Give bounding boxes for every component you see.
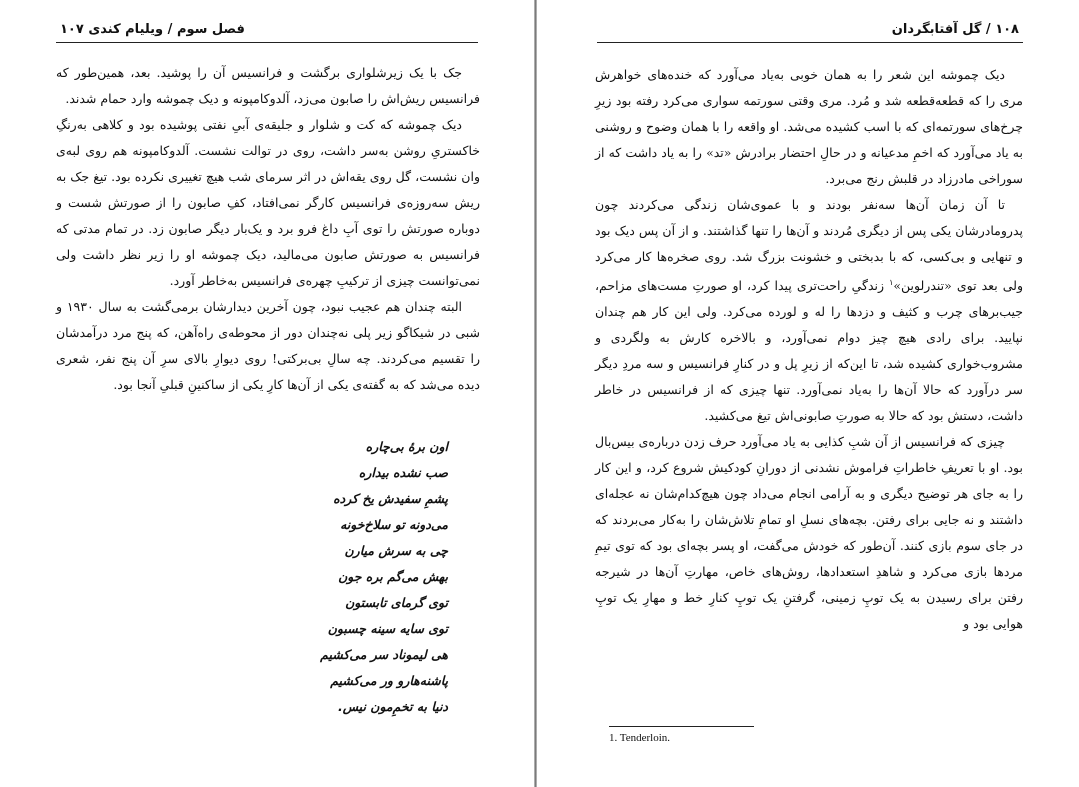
poem-line: صب نشده بیداره (358, 465, 448, 480)
paragraph (595, 192, 1023, 429)
poem-line: توی گرمای تابستون (345, 595, 448, 610)
paragraph: چیزی که فرانسیس از آن شبِ کذایی به یاد می‌آورد حرف زدن درباره‌ی بیس‌بال بود. او با تعریفِ خاطراتِ فراموش نشدنی از دورانِ کودکیش شروع کرد، و این کار را به جای هر توضیح دیگری و به آرامی انجام می‌داد چون هیچ‌کدام‌شان نه عجله‌ای داشتند و نه جایی برای رفتن. بچه‌های نسلِ او تمامِ تلاش‌شان را به‌کار می‌بردند که در جای سوم بازی کنند. آن‌طور که خودش می‌گفت، او پسر بچه‌ای بود که توی تیمِ مردها بازی می‌کرد و شاهدِ استعدادها، روش‌های خاص، مهارتِ آن‌ها در شیرجه رفتن برای رسیدن به یک توپِ زمینی، گرفتنِ یک توپِ کنارِ خط و مهارِ یک توپِ هوایی بود و (595, 434, 1023, 632)
paragraph: جک با یک زیرشلواری برگشت و فرانسیس آن را پوشید. بعد، همین‌طور که فرانسیس ریش‌اش را صابون می‌زد، آلدوکامپونه و دیک چموشه وارد حمام شدند. (56, 65, 480, 106)
right-page (537, 0, 1079, 787)
paragraph-start: تا آن زمان آن‌ها سه‌نفر بودند و با عموی‌شان زندگی می‌کردند چون پدرومادرشان یکی پس از دیگری مُردند و آن‌ها را تنها گذاشتند. و از آن پس دیک بود و تنهایی و بی‌کسی، که با بدبختی و خشونت بزرگ شد. روی صخره‌ها کار می‌کرد ولی بعد توی «تندرلوین» (595, 197, 1023, 294)
body-text-right (595, 62, 1023, 637)
footnote-marker: ۱ (889, 278, 894, 287)
poem-line: می‌دونه تو سلاخ‌خونه (340, 517, 448, 532)
paragraph: دیک چموشه که کت و شلوار و جلیقه‌ی آبیِ نفتی پوشیده بود و کلاهی به‌رنگِ خاکستریِ روشن به‌سر داشت، روی در توالت نشست. آلدوکامپونه هم روی لبه‌ی وان نشست، گل روی یقه‌اش در اثر سرمای شب هیچ تغییری نکرده بود. تیغ جک به ریش سه‌روزه‌ی فرانسیس کارگر نمی‌افتاد، کفِ صابون را از صورتش شست و دوباره صورتش را توی آبِ داغ فرو برد و یک‌بار دیگر صابون زد. در تمام مدتی که فرانسیس به صورتش صابون می‌مالید، دیک چموشه او را زیر نظر داشت ولی نمی‌توانست چیزی از ترکیبِ چهره‌ی فرانسیس به‌خاطر آورد. (56, 117, 480, 288)
poem-line: هی لیموناد سر می‌کشیم (320, 647, 448, 662)
poem-line: چی به سرش میارن (344, 543, 448, 558)
running-header-left: فصل سوم / ویلیام کندی ۱۰۷ (60, 22, 245, 37)
running-header-right: ۱۰۸ / گل آفتابگردان (891, 22, 1019, 37)
header-rule-right (597, 42, 1023, 43)
poem-line: پشمِ سفیدش یخ کرده (333, 491, 448, 506)
poem-line: توی سایه سینه چسبون (327, 621, 448, 636)
body-text-left (56, 60, 480, 398)
footnote: 1. Tenderloin. (609, 732, 671, 744)
poem-line: اون برهٔ بی‌چاره (365, 439, 448, 454)
poem (200, 434, 448, 720)
poem-line: دنیا به تخمِ‌مون نیس. (338, 699, 448, 714)
left-page (0, 0, 534, 787)
header-rule-left (56, 42, 478, 43)
paragraph: دیک چموشه این شعر را به همان خوبی به‌یاد می‌آورد که خنده‌های خواهرش مری را که قطعه‌قطعه شد و مُرد. مری وقتی سورتمه سواری می‌کرد رفته بود زیرِ چرخ‌های سورتمه‌ای که با اسب کشیده می‌شد. او واقعه را با همان وضوح و روشنی به یاد می‌آورد که اخمِ مدعیانه و در حالِ احتضار برادرش «تد» را به یاد داشت که از سوراخی مادرزاد در قلبش رنج می‌برد. (595, 67, 1023, 186)
poem-line: پاشنه‌هارو ور می‌کشیم (330, 673, 448, 688)
paragraph: البته چندان هم عجیب نبود، چون آخرین دیدارشان برمی‌گشت به سال ۱۹۳۰ و شبی در شیکاگو زیر پلی نه‌چندان دور از محوطه‌ی راه‌آهن، که پنج مرد درآمدشان را تقسیم می‌کردند. چه سالِ بی‌برکتی! روی دیوارِ بالای سرِ آن پنج نفر، شعری دیده می‌شد که به گفته‌ی یکی از آن‌ها کارِ یکی از ساکنینِ قبلیِ آنجا بود. (56, 299, 480, 392)
paragraph-continuation: زندگیِ راحت‌تری پیدا کرد، او صورتِ مست‌های مزاحم، جیب‌برهای چرب و کثیف و دزدها را له و لورده می‌کرد. ولی این کار هم چندان نپایید. برای رادی هیچ چیز دوام نمی‌آورد، و بالاخره کارش به ولگردی و مشروب‌خواری کشیده شد، تا این‌که از زیرِ پل و در کنارِ فرانسیس و سه مردِ دیگر سر درآورد که حالا آن‌ها را به‌یاد نمی‌آورد. تنها چیزی که از فرانسیس در خاطر داشت، دستش بود که حالا به صورتِ صابونی‌اش تیغ می‌کشید. (595, 278, 1023, 424)
footnote-rule (609, 726, 754, 727)
poem-line: بهش می‌گم بره جون (338, 569, 448, 584)
